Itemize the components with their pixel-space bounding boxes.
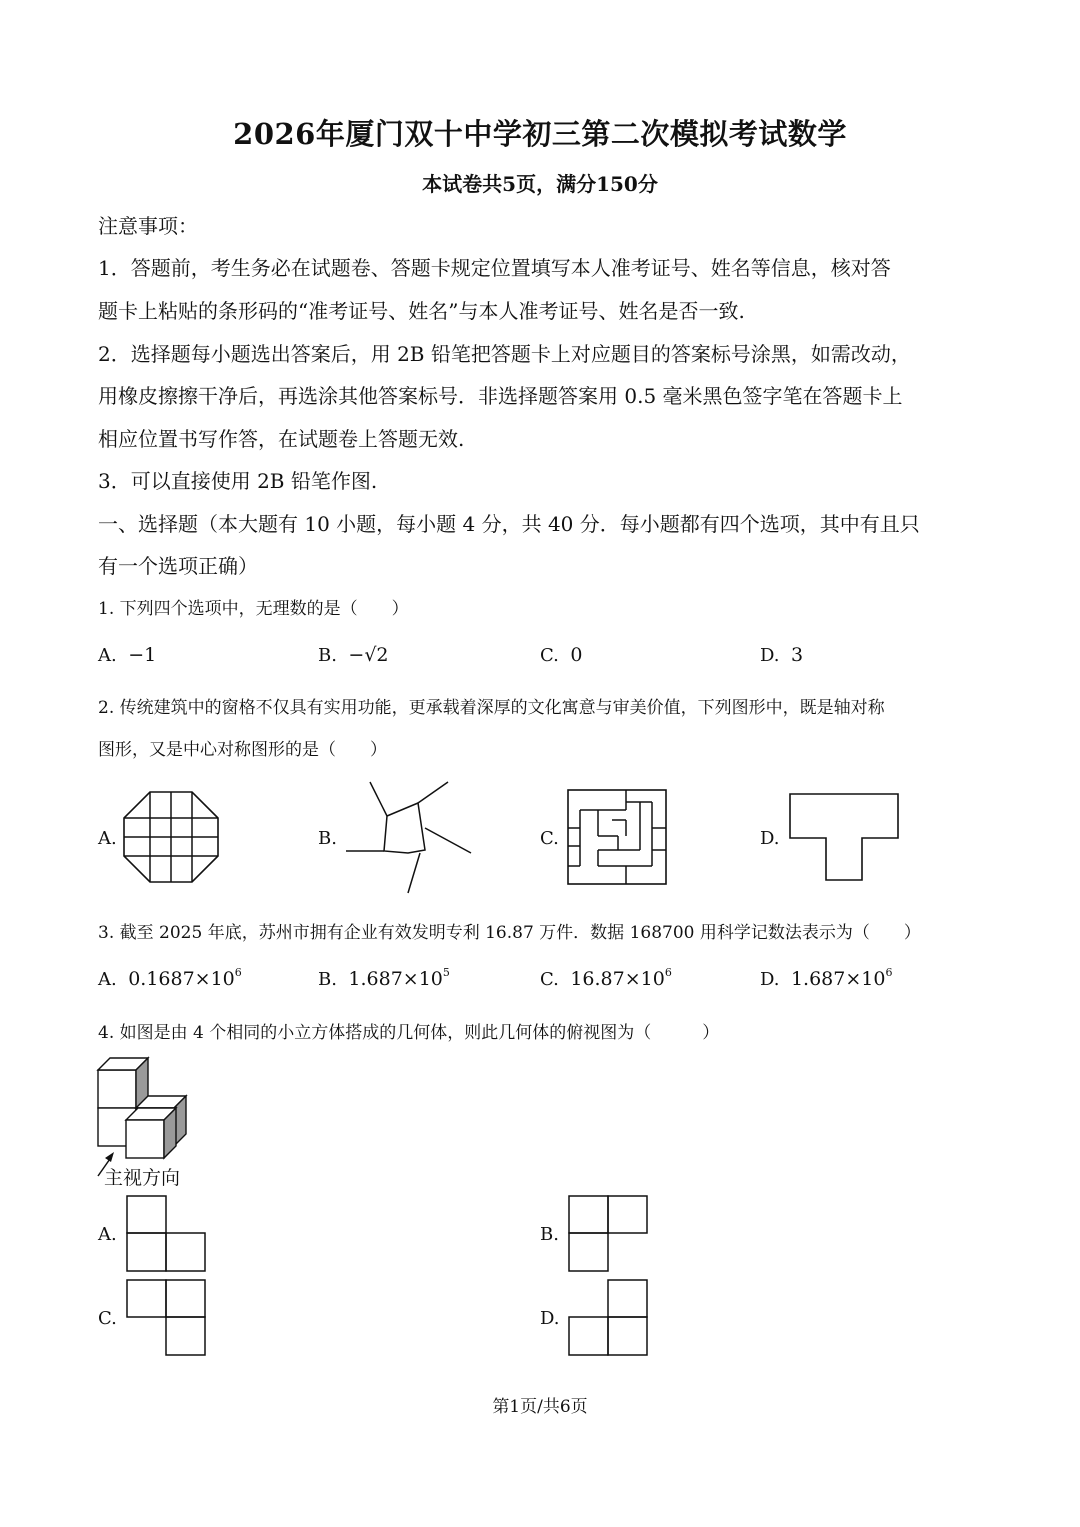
- question-3-option-b: [318, 968, 450, 990]
- section-1-heading-line-1: 一、选择题（本大题有 10 小题，每小题 4 分，共 40 分．每小题都有四个选项，其中有且只: [98, 512, 920, 536]
- option-label: B.: [318, 645, 337, 666]
- question-1-option-c: [540, 644, 582, 666]
- question-4-stem: 4. 如图是由 4 个相同的小立方体搭成的几何体，则此几何体的俯视图为（ ）: [98, 1023, 720, 1043]
- question-3-stem: 3. 截至 2025 年底，苏州市拥有企业有效发明专利 16.87 万件．数据 168700 用科学记数法表示为（ ）: [98, 923, 921, 943]
- option-exponent: 6: [234, 966, 242, 979]
- question-1-option-d: [760, 644, 803, 666]
- pinwheel-lines-figure: [340, 776, 475, 896]
- option-exponent: 6: [664, 966, 672, 979]
- section-1-heading-line-2: 有一个选项正确）: [98, 554, 258, 578]
- octagon-lattice-figure: [120, 788, 222, 886]
- option-label: B.: [318, 969, 337, 990]
- page-footer: 第1页/共6页: [492, 1397, 588, 1417]
- option-exponent: 6: [885, 966, 893, 979]
- option-label: C.: [540, 969, 559, 990]
- option-label: A.: [98, 645, 117, 666]
- t-shape-figure: [786, 790, 902, 884]
- notice-item-1-line-1: 1．答题前，考生务必在试题卷、答题卡规定位置填写本人准考证号、姓名等信息，核对答: [98, 256, 891, 280]
- top-view-option-b-figure: [566, 1194, 650, 1274]
- question-1-option-a: [98, 644, 156, 666]
- view-direction-label: 主视方向: [104, 1167, 181, 1189]
- option-label: A.: [98, 969, 117, 990]
- question-2-option-a-label: A.: [98, 828, 117, 849]
- question-1-option-b: [318, 644, 389, 666]
- page-title: 2026年厦门双十中学初三第二次模拟考试数学: [233, 117, 847, 151]
- question-2-stem-line-1: 2. 传统建筑中的窗格不仅具有实用功能，更承载着深厚的文化寓意与审美价值，下列图形中，既是轴对称: [98, 698, 885, 718]
- question-3-option-a: [98, 968, 242, 990]
- question-2-stem-line-2: 图形，又是中心对称图形的是（ ）: [98, 740, 387, 760]
- notice-item-2-line-2: 用橡皮擦擦干净后，再选涂其他答案标号．非选择题答案用 0.5 毫米黑色签字笔在答题卡上: [98, 384, 903, 408]
- question-2-option-d-label: D.: [760, 828, 780, 849]
- notice-item-2-line-3: 相应位置书写作答，在试题卷上答题无效.: [98, 427, 465, 451]
- option-value: −1: [128, 644, 157, 666]
- page-subtitle: 本试卷共5页，满分150分: [422, 172, 658, 196]
- option-label: C.: [540, 645, 559, 666]
- option-exponent: 5: [442, 966, 450, 979]
- option-mantissa: 0.1687×10: [128, 968, 235, 990]
- question-4-option-d-label: D.: [540, 1308, 560, 1329]
- option-value: −√2: [348, 644, 389, 666]
- option-mantissa: 16.87×10: [570, 968, 665, 990]
- notice-item-3: 3．可以直接使用 2B 铅笔作图.: [98, 469, 378, 493]
- question-3-option-c: [540, 968, 672, 990]
- question-4-option-b-label: B.: [540, 1224, 559, 1245]
- question-2-option-c-label: C.: [540, 828, 559, 849]
- question-4-option-c-label: C.: [98, 1308, 117, 1329]
- top-view-option-a-figure: [124, 1194, 208, 1274]
- option-mantissa: 1.687×10: [790, 968, 886, 990]
- top-view-option-c-figure: [124, 1278, 208, 1358]
- cube-stack-figure: [96, 1052, 196, 1180]
- notice-item-1-line-2: 题卡上粘贴的条形码的“准考证号、姓名”与本人准考证号、姓名是否一致.: [98, 299, 745, 323]
- top-view-option-d-figure: [566, 1278, 650, 1358]
- maze-lattice-figure: [566, 788, 668, 886]
- notice-heading: 注意事项：: [98, 214, 198, 238]
- option-value: 3: [790, 644, 804, 666]
- question-2-option-b-label: B.: [318, 828, 337, 849]
- option-label: D.: [760, 645, 780, 666]
- question-1-stem: 1. 下列四个选项中，无理数的是（ ）: [98, 599, 409, 619]
- option-mantissa: 1.687×10: [348, 968, 443, 990]
- question-3-option-d: [760, 968, 892, 990]
- notice-item-2-line-1: 2．选择题每小题选出答案后，用 2B 铅笔把答题卡上对应题目的答案标号涂黑，如需改动，: [98, 342, 911, 366]
- option-label: D.: [760, 969, 780, 990]
- option-value: 0: [570, 644, 583, 666]
- question-4-option-a-label: A.: [98, 1224, 117, 1245]
